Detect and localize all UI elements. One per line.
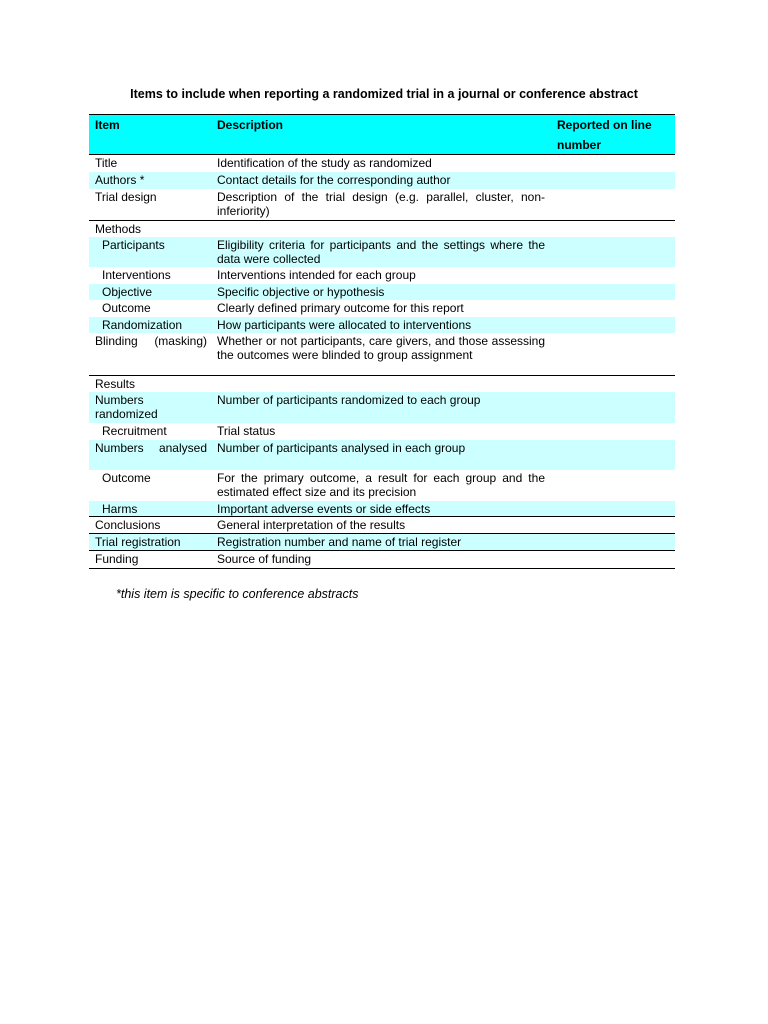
- item-cell: Funding: [95, 552, 139, 566]
- description-cell: For the primary outcome, a result for each group and the estimated effect size and its precision: [217, 471, 545, 499]
- item-cell: Interventions: [102, 268, 171, 282]
- item-cell: Authors *: [95, 173, 145, 187]
- table-row: [89, 300, 675, 317]
- table-row: [89, 534, 675, 551]
- reported-cell: [553, 157, 675, 172]
- item-cell: Title: [95, 156, 118, 170]
- description-cell: Contact details for the corresponding author: [217, 173, 451, 187]
- description-cell: Important adverse events or side effects: [217, 502, 431, 516]
- table-row: [89, 284, 675, 300]
- reported-cell: [553, 519, 675, 533]
- table-row: [89, 376, 675, 392]
- document-title: Items to include when reporting a randomized trial in a journal or conference abstract: [130, 87, 638, 101]
- item-cell: Randomization: [102, 318, 183, 332]
- description-cell: Description of the trial design (e.g. parallel, cluster, non-inferiority): [217, 190, 545, 218]
- table-row: [89, 189, 675, 221]
- reported-cell: [553, 302, 675, 317]
- section-label: Results: [95, 377, 136, 391]
- item-cell: Harms: [102, 502, 138, 516]
- table-header-row: [89, 115, 675, 155]
- table-row: [89, 267, 675, 284]
- item-cell: Objective: [102, 285, 153, 299]
- item-cell: Outcome: [102, 471, 151, 485]
- reported-cell: [553, 335, 675, 375]
- description-cell: Specific objective or hypothesis: [217, 285, 385, 299]
- reported-cell: [553, 239, 675, 267]
- item-cell: Conclusions: [95, 518, 161, 532]
- footnote: *this item is specific to conference abstracts: [116, 587, 359, 601]
- reported-cell: [553, 503, 675, 517]
- reported-cell: [553, 319, 675, 333]
- reported-cell: [553, 553, 675, 568]
- table-row: [89, 501, 675, 517]
- description-cell: Source of funding: [217, 552, 312, 566]
- item-cell: Recruitment: [102, 424, 167, 438]
- item-cell: Trial registration: [95, 535, 181, 549]
- description-cell: General interpretation of the results: [217, 518, 406, 532]
- reported-cell: [553, 223, 675, 237]
- description-cell: [213, 378, 553, 392]
- table-row: [89, 392, 675, 423]
- description-cell: Clearly defined primary outcome for this report: [217, 301, 464, 315]
- header-item: Item: [95, 118, 120, 132]
- table-row: [89, 317, 675, 333]
- description-cell: Interventions intended for each group: [217, 268, 416, 282]
- table-row: [89, 237, 675, 267]
- section-label: Methods: [95, 222, 142, 236]
- description-cell: [213, 223, 553, 237]
- reported-cell: [553, 174, 675, 189]
- table-row: [89, 551, 675, 569]
- header-reported: Reported on line number: [557, 118, 652, 152]
- reported-cell: [553, 378, 675, 392]
- item-cell: Trial design: [95, 190, 157, 204]
- table-row: [89, 221, 675, 237]
- table-row: [89, 470, 675, 501]
- reported-cell: [553, 536, 675, 550]
- reported-cell: [553, 425, 675, 440]
- description-cell: Number of participants randomized to each group: [217, 393, 481, 407]
- reported-cell: [553, 394, 675, 423]
- description-cell: Eligibility criteria for participants and the settings where the data were collected: [217, 238, 545, 266]
- item-cell: Blinding (masking): [95, 334, 207, 348]
- table-row: [89, 333, 675, 376]
- table-row: [89, 440, 675, 470]
- reported-cell: [553, 442, 675, 470]
- description-cell: Identification of the study as randomized: [217, 156, 432, 170]
- description-cell: Number of participants analysed in each group: [217, 441, 466, 455]
- item-cell: Outcome: [102, 301, 151, 315]
- description-cell: Whether or not participants, care givers, and those assessing the outcomes were blinded to group assignment: [217, 334, 545, 362]
- item-cell: Numbers randomized: [95, 393, 158, 421]
- item-cell: Participants: [102, 238, 165, 252]
- description-cell: Trial status: [217, 424, 276, 438]
- checklist-table: [89, 114, 675, 569]
- table-row: [89, 172, 675, 189]
- reported-cell: [553, 269, 675, 284]
- table-row: [89, 517, 675, 534]
- reported-cell: [553, 472, 675, 501]
- reported-cell: [553, 191, 675, 220]
- header-description: Description: [217, 118, 284, 132]
- description-cell: How participants were allocated to interventions: [217, 318, 472, 332]
- reported-cell: [553, 286, 675, 300]
- table-row: [89, 155, 675, 172]
- table-row: [89, 423, 675, 440]
- description-cell: Registration number and name of trial register: [217, 535, 462, 549]
- item-cell: Numbers analysed: [95, 441, 207, 455]
